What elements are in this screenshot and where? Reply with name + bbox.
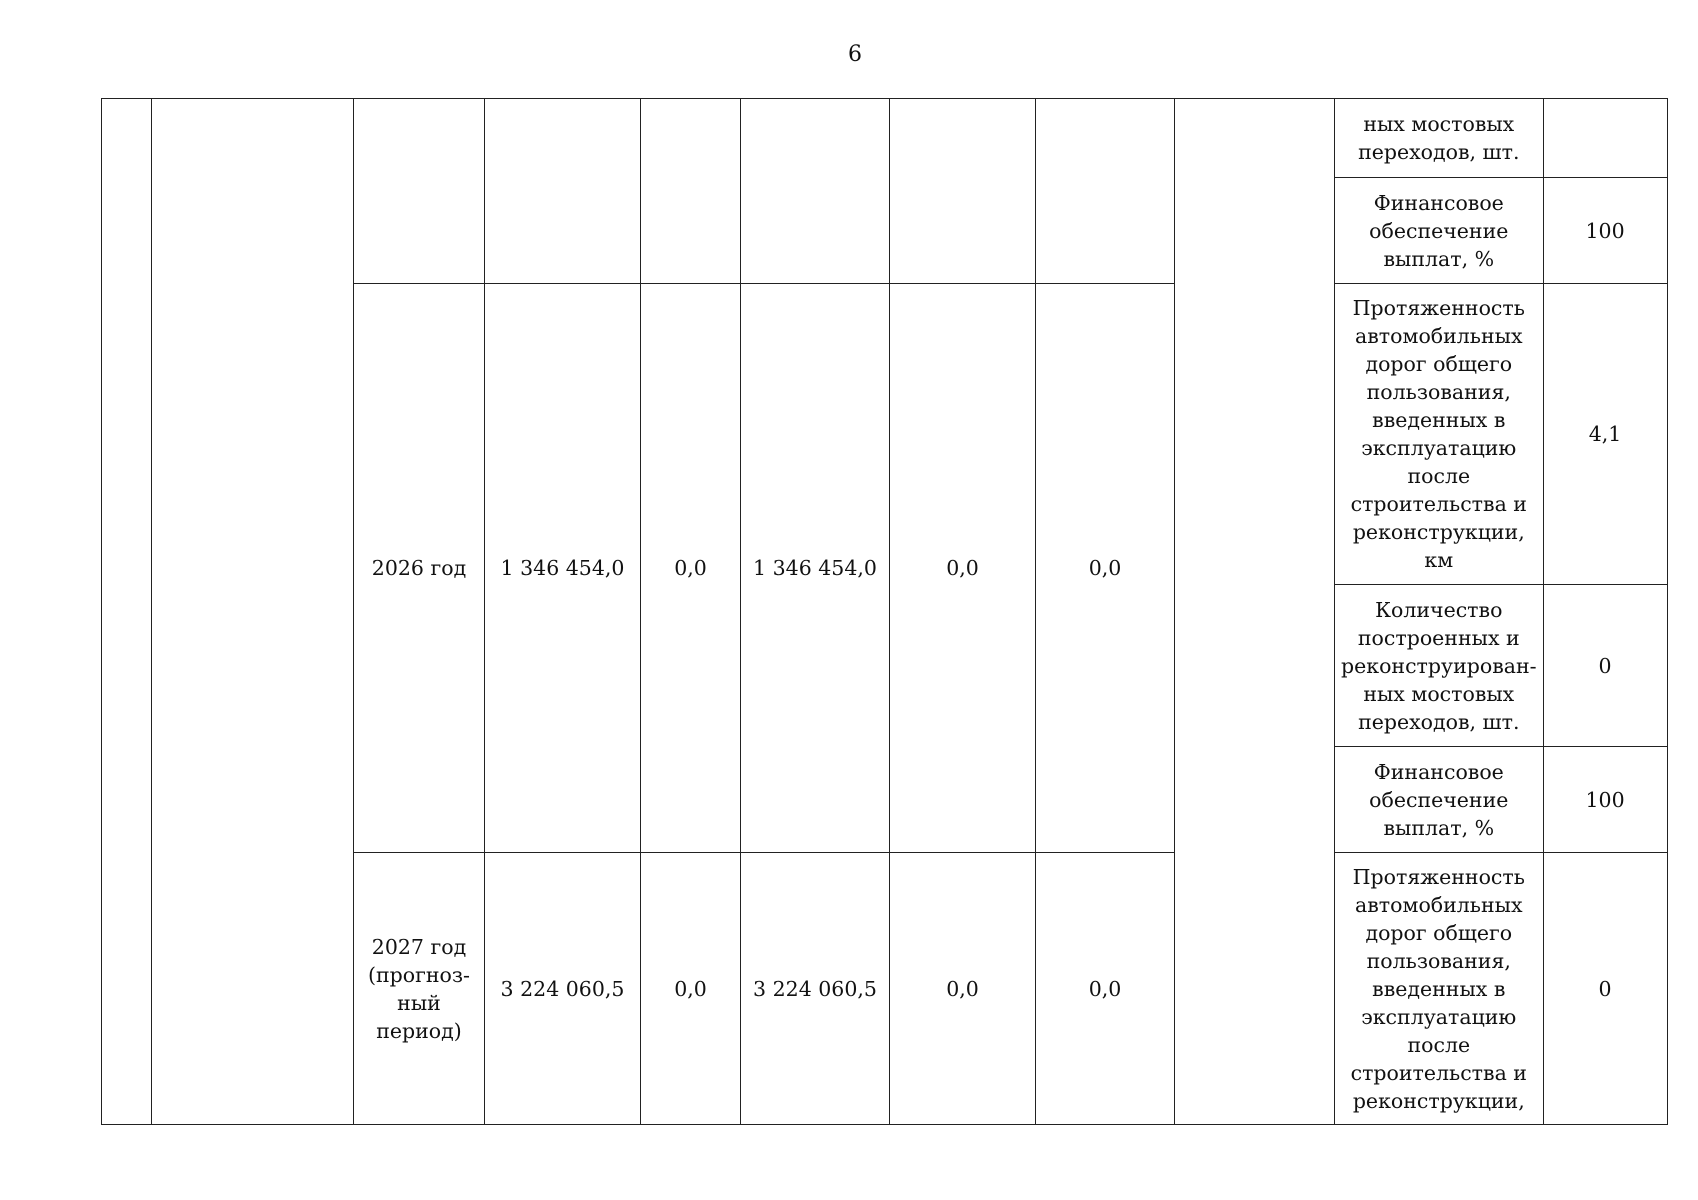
indicator-value: 100 [1543,747,1667,853]
measure-name-cell [152,99,354,1125]
municipal-cell: 0,0 [890,284,1036,853]
indicator-value: 4,1 [1543,284,1667,585]
indicator-name: Финансовое обеспечение выплат, % [1335,747,1544,853]
municipal-cell [890,99,1036,284]
federal-cell [641,99,741,284]
total-cell: 1 346 454,0 [485,284,641,853]
indicator-name: Протяженность автомобильных дорог общего пользования, введенных в эксплуатацию после строительства и реконструкции, [1335,853,1544,1125]
other-cell: 0,0 [1036,853,1175,1125]
table-row [102,99,1668,178]
indicator-value: 0 [1543,853,1667,1125]
indicator-name: Протяженность автомобильных дорог общего пользования, введенных в эксплуатацию после строительства и реконструкции, км [1335,284,1544,585]
indicator-value: 100 [1543,178,1667,284]
program-table [101,98,1668,1125]
federal-cell: 0,0 [641,284,741,853]
indicator-name: Финансовое обеспечение выплат, % [1335,178,1544,284]
indicator-name: Количество построенных и реконструирован-ных мостовых переходов, шт. [1335,585,1544,747]
period-cell: 2027 год (прогноз-ный период) [354,853,485,1125]
indicator-value [1543,99,1667,178]
indicator-name: ных мостовых переходов, шт. [1335,99,1544,178]
number-cell [102,99,152,1125]
federal-cell: 0,0 [641,853,741,1125]
regional-cell: 3 224 060,5 [741,853,890,1125]
period-cell [354,99,485,284]
indicator-value: 0 [1543,585,1667,747]
page-number: 6 [848,42,862,67]
total-cell: 3 224 060,5 [485,853,641,1125]
funding-table [101,98,1668,1125]
other-cell: 0,0 [1036,284,1175,853]
period-cell: 2026 год [354,284,485,853]
executor-cell [1175,99,1335,1125]
regional-cell: 1 346 454,0 [741,284,890,853]
other-cell [1036,99,1175,284]
municipal-cell: 0,0 [890,853,1036,1125]
total-cell [485,99,641,284]
regional-cell [741,99,890,284]
